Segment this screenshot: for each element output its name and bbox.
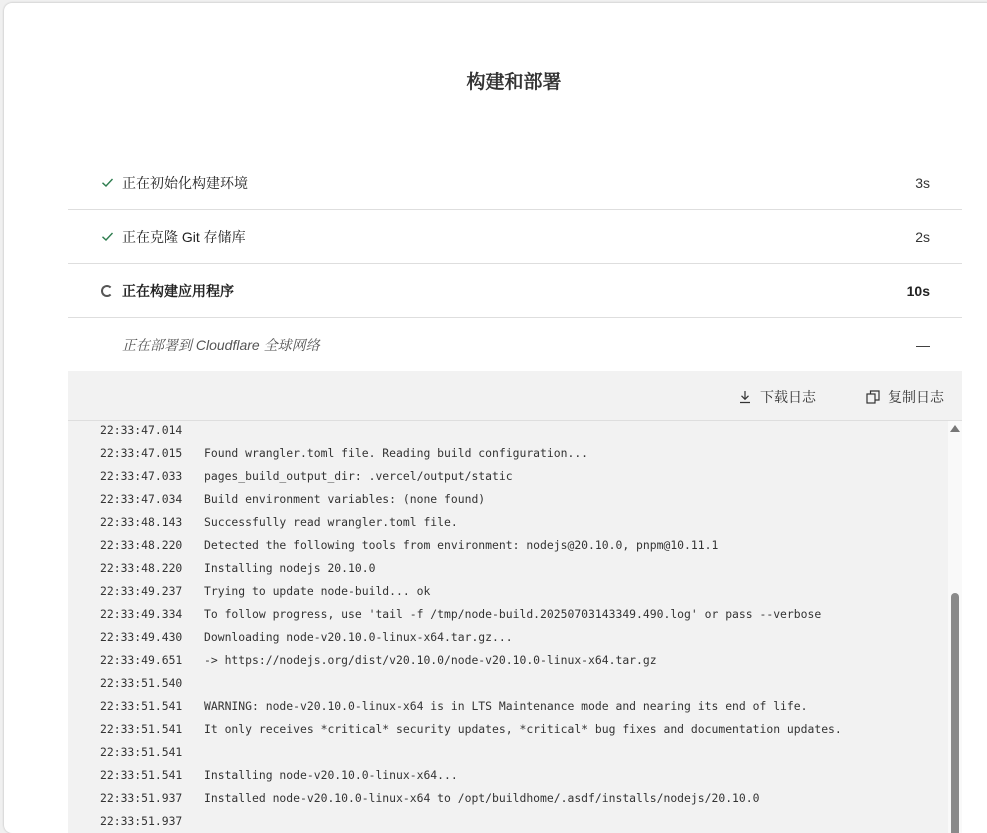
log-message: WARNING: node-v20.10.0-linux-x64 is in LTS Maintenance mode and nearing its end of life.: [204, 699, 808, 713]
step-build: [68, 264, 962, 318]
log-line: [68, 626, 948, 649]
step-label: 正在初始化构建环境: [122, 174, 248, 191]
build-deploy-panel: [4, 3, 987, 833]
log-scrollbar[interactable]: [948, 421, 962, 833]
log-line: [68, 534, 948, 557]
log-line: [68, 649, 948, 672]
step-initialize: [68, 156, 962, 210]
log-message: To follow progress, use 'tail -f /tmp/node-build.20250703143349.490.log' or pass --verbose: [204, 607, 822, 621]
step-duration: 10s: [906, 282, 930, 299]
pending-icon: [100, 338, 114, 352]
scrollbar-thumb[interactable]: [951, 593, 959, 833]
check-icon: [100, 176, 114, 190]
log-line: [68, 787, 948, 810]
log-message: Build environment variables: (none found): [204, 492, 486, 506]
download-icon: [738, 390, 752, 404]
log-message: Installing node-v20.10.0-linux-x64...: [204, 768, 458, 782]
log-line: [68, 511, 948, 534]
log-timestamp: 22:33:51.541: [100, 768, 183, 782]
log-line: [68, 764, 948, 787]
build-steps-list: [68, 156, 962, 372]
log-toolbar: [68, 371, 962, 421]
log-line: [68, 488, 948, 511]
log-line: [68, 557, 948, 580]
log-timestamp: 22:33:51.937: [100, 814, 183, 828]
log-line: [68, 718, 948, 741]
log-timestamp: 22:33:49.430: [100, 630, 183, 644]
log-message: pages_build_output_dir: .vercel/output/static: [204, 469, 513, 483]
step-label: 正在克隆 Git 存储库: [122, 228, 246, 245]
log-line: [68, 465, 948, 488]
log-timestamp: 22:33:47.033: [100, 469, 183, 483]
log-message: Installed node-v20.10.0-linux-x64 to /opt/buildhome/.asdf/installs/nodejs/20.10.0: [204, 791, 760, 805]
log-timestamp: 22:33:48.143: [100, 515, 183, 529]
log-timestamp: 22:33:51.541: [100, 699, 183, 713]
log-timestamp: 22:33:51.541: [100, 745, 183, 759]
copy-icon: [866, 390, 880, 404]
log-line: [68, 695, 948, 718]
step-clone: [68, 210, 962, 264]
log-line: [68, 810, 948, 833]
scroll-up-arrow-icon[interactable]: [950, 425, 960, 432]
log-timestamp: 22:33:49.651: [100, 653, 183, 667]
log-line: [68, 741, 948, 764]
spinner-icon: [100, 284, 114, 298]
log-timestamp: 22:33:51.937: [100, 791, 183, 805]
copy-log-button[interactable]: [866, 387, 944, 407]
log-timestamp: 22:33:48.220: [100, 561, 183, 575]
log-output[interactable]: [68, 421, 948, 833]
copy-log-label: 复制日志: [888, 389, 944, 405]
log-timestamp: 22:33:49.334: [100, 607, 183, 621]
log-timestamp: 22:33:51.540: [100, 676, 183, 690]
step-duration: 3s: [915, 174, 930, 191]
log-line: [68, 419, 948, 442]
log-timestamp: 22:33:49.237: [100, 584, 183, 598]
log-message: -> https://nodejs.org/dist/v20.10.0/node-v20.10.0-linux-x64.tar.gz: [204, 653, 657, 667]
log-message: Downloading node-v20.10.0-linux-x64.tar.gz...: [204, 630, 513, 644]
log-line: [68, 603, 948, 626]
log-timestamp: 22:33:48.220: [100, 538, 183, 552]
download-log-button[interactable]: [738, 387, 816, 407]
log-line: [68, 580, 948, 603]
log-message: It only receives *critical* security updates, *critical* bug fixes and documentation updates.: [204, 722, 842, 736]
log-message: Trying to update node-build... ok: [204, 584, 431, 598]
log-timestamp: 22:33:47.034: [100, 492, 183, 506]
page-title: 构建和部署: [466, 72, 562, 93]
check-icon: [100, 230, 114, 244]
download-log-label: 下载日志: [760, 389, 816, 405]
step-label: 正在部署到 Cloudflare 全球网络: [122, 336, 320, 353]
step-label: 正在构建应用程序: [122, 282, 234, 299]
log-timestamp: 22:33:47.014: [100, 423, 183, 437]
log-message: Installing nodejs 20.10.0: [204, 561, 376, 575]
step-duration: 2s: [915, 228, 930, 245]
step-duration: —: [916, 336, 930, 353]
build-log-panel: [68, 371, 962, 833]
step-deploy: [68, 318, 962, 372]
log-timestamp: 22:33:51.541: [100, 722, 183, 736]
log-message: Found wrangler.toml file. Reading build configuration...: [204, 446, 589, 460]
log-message: Successfully read wrangler.toml file.: [204, 515, 458, 529]
log-line: [68, 672, 948, 695]
log-timestamp: 22:33:47.015: [100, 446, 183, 460]
log-message: Detected the following tools from environment: nodejs@20.10.0, pnpm@10.11.1: [204, 538, 719, 552]
log-line: [68, 442, 948, 465]
